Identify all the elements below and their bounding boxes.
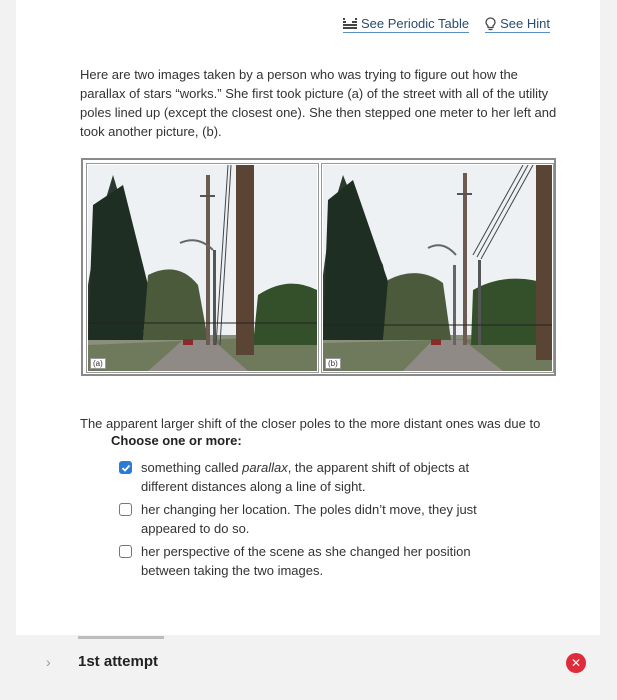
see-hint-link[interactable] <box>485 16 550 33</box>
periodic-table-icon <box>343 18 357 30</box>
attempt-bar[interactable] <box>16 636 600 692</box>
photo-a <box>86 163 319 373</box>
option-location-change[interactable] <box>119 500 499 538</box>
periodic-table-label: See Periodic Table <box>360 16 470 31</box>
option-label: something called parallax, the apparent shift of objects at different distances along a line of sight. <box>141 460 470 494</box>
parallax-figure <box>81 158 556 376</box>
option-checkbox[interactable] <box>119 545 132 558</box>
option-perspective[interactable] <box>119 542 499 580</box>
lightbulb-icon <box>485 17 496 31</box>
street-scene-a-image <box>88 165 317 371</box>
option-label: her perspective of the scene as she changed her position between taking the two images. <box>141 544 471 578</box>
option-label: her changing her location. The poles didn’t move, they just appeared to do so. <box>141 502 477 536</box>
caption-a: (a) <box>90 358 106 369</box>
intro-paragraph: Here are two images taken by a person who was trying to figure out how the parallax of stars “works.” She first took picture (a) of the street with all of the utility poles lined up (except the closest one). She then stepped one meter to her left and took another picture, (b). <box>80 67 557 139</box>
photo-b <box>321 163 554 373</box>
attempt-progress-line <box>78 636 164 639</box>
question-card <box>16 0 600 635</box>
option-parallax[interactable] <box>119 458 499 496</box>
chevron-right-icon[interactable]: › <box>46 654 51 670</box>
option-checkbox[interactable] <box>119 461 132 474</box>
attempt-label: 1st attempt <box>78 653 159 670</box>
street-scene-b-image <box>323 165 552 371</box>
caption-b: (b) <box>325 358 341 369</box>
question-prompt: The apparent larger shift of the closer poles to the more distant ones was due to <box>80 416 541 431</box>
option-checkbox[interactable] <box>119 503 132 516</box>
toolbar <box>343 16 550 33</box>
answer-options <box>119 458 499 584</box>
see-periodic-table-link[interactable] <box>343 16 469 33</box>
checkmark-icon <box>121 463 131 473</box>
x-icon: ✕ <box>566 653 586 673</box>
choose-instruction: Choose one or more: <box>111 433 242 448</box>
hint-label: See Hint <box>500 16 550 31</box>
